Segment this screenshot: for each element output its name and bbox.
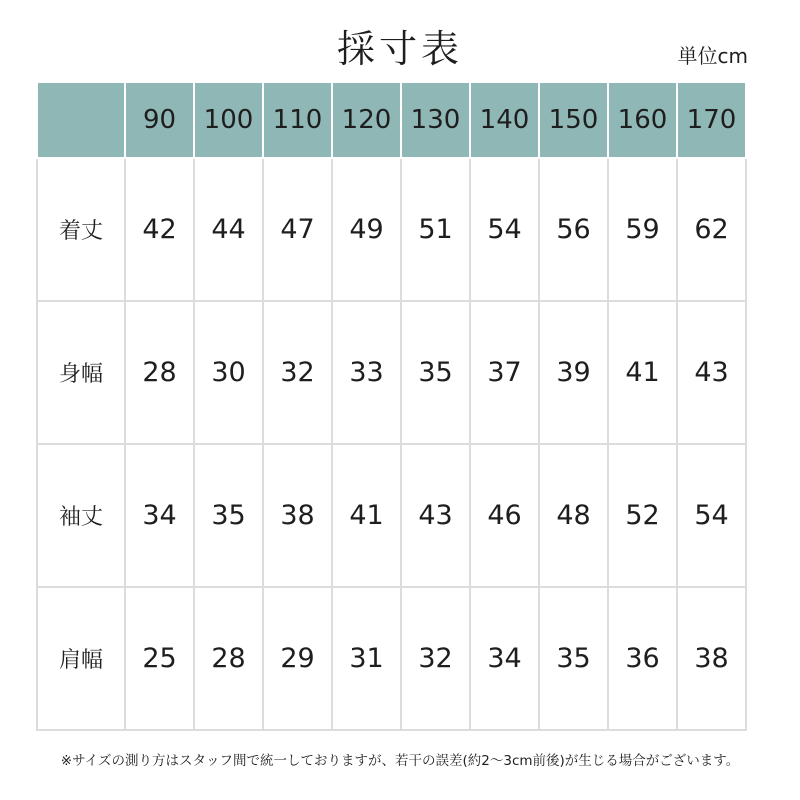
unit-label: 単位cm [677,44,748,68]
table-cell: 38 [677,587,746,730]
table-cell: 51 [401,158,470,301]
table-cell: 43 [401,444,470,587]
table-row [37,158,746,301]
table-cell: 28 [194,587,263,730]
table-row [37,587,746,730]
row-label: 着丈 [37,158,125,301]
header-row [37,83,746,158]
table-cell: 32 [263,301,332,444]
table-cell: 44 [194,158,263,301]
size-header: 170 [677,83,746,158]
table-cell: 30 [194,301,263,444]
table-cell: 59 [608,158,677,301]
table-cell: 42 [125,158,194,301]
table-cell: 56 [539,158,608,301]
table-cell: 46 [470,444,539,587]
table-cell: 25 [125,587,194,730]
size-header: 160 [608,83,677,158]
table-cell: 34 [470,587,539,730]
size-table [36,83,747,731]
row-label: 身幅 [37,301,125,444]
page-title: 採寸表 [336,27,463,71]
measurement-note: ※サイズの測り方はスタッフ間で統一しておりますが、若干の誤差(約2～3cm前後)が生じる場合がございます。 [60,753,740,769]
size-header: 110 [263,83,332,158]
size-header: 130 [401,83,470,158]
table-cell: 32 [401,587,470,730]
table-row [37,444,746,587]
size-header: 120 [332,83,401,158]
table-cell: 48 [539,444,608,587]
table-cell: 29 [263,587,332,730]
header-corner-cell [37,83,125,158]
table-cell: 35 [194,444,263,587]
size-header: 90 [125,83,194,158]
table-cell: 47 [263,158,332,301]
table-cell: 54 [677,444,746,587]
table-cell: 37 [470,301,539,444]
table-cell: 36 [608,587,677,730]
table-cell: 52 [608,444,677,587]
table-row [37,301,746,444]
table-cell: 62 [677,158,746,301]
table-cell: 35 [539,587,608,730]
table-cell: 38 [263,444,332,587]
size-header: 100 [194,83,263,158]
table-cell: 54 [470,158,539,301]
table-cell: 35 [401,301,470,444]
row-label: 肩幅 [37,587,125,730]
table-cell: 31 [332,587,401,730]
table-cell: 33 [332,301,401,444]
size-header: 150 [539,83,608,158]
size-header: 140 [470,83,539,158]
row-label: 袖丈 [37,444,125,587]
table-cell: 49 [332,158,401,301]
table-cell: 34 [125,444,194,587]
table-cell: 43 [677,301,746,444]
table-cell: 41 [608,301,677,444]
table-cell: 28 [125,301,194,444]
table-cell: 39 [539,301,608,444]
table-cell: 41 [332,444,401,587]
